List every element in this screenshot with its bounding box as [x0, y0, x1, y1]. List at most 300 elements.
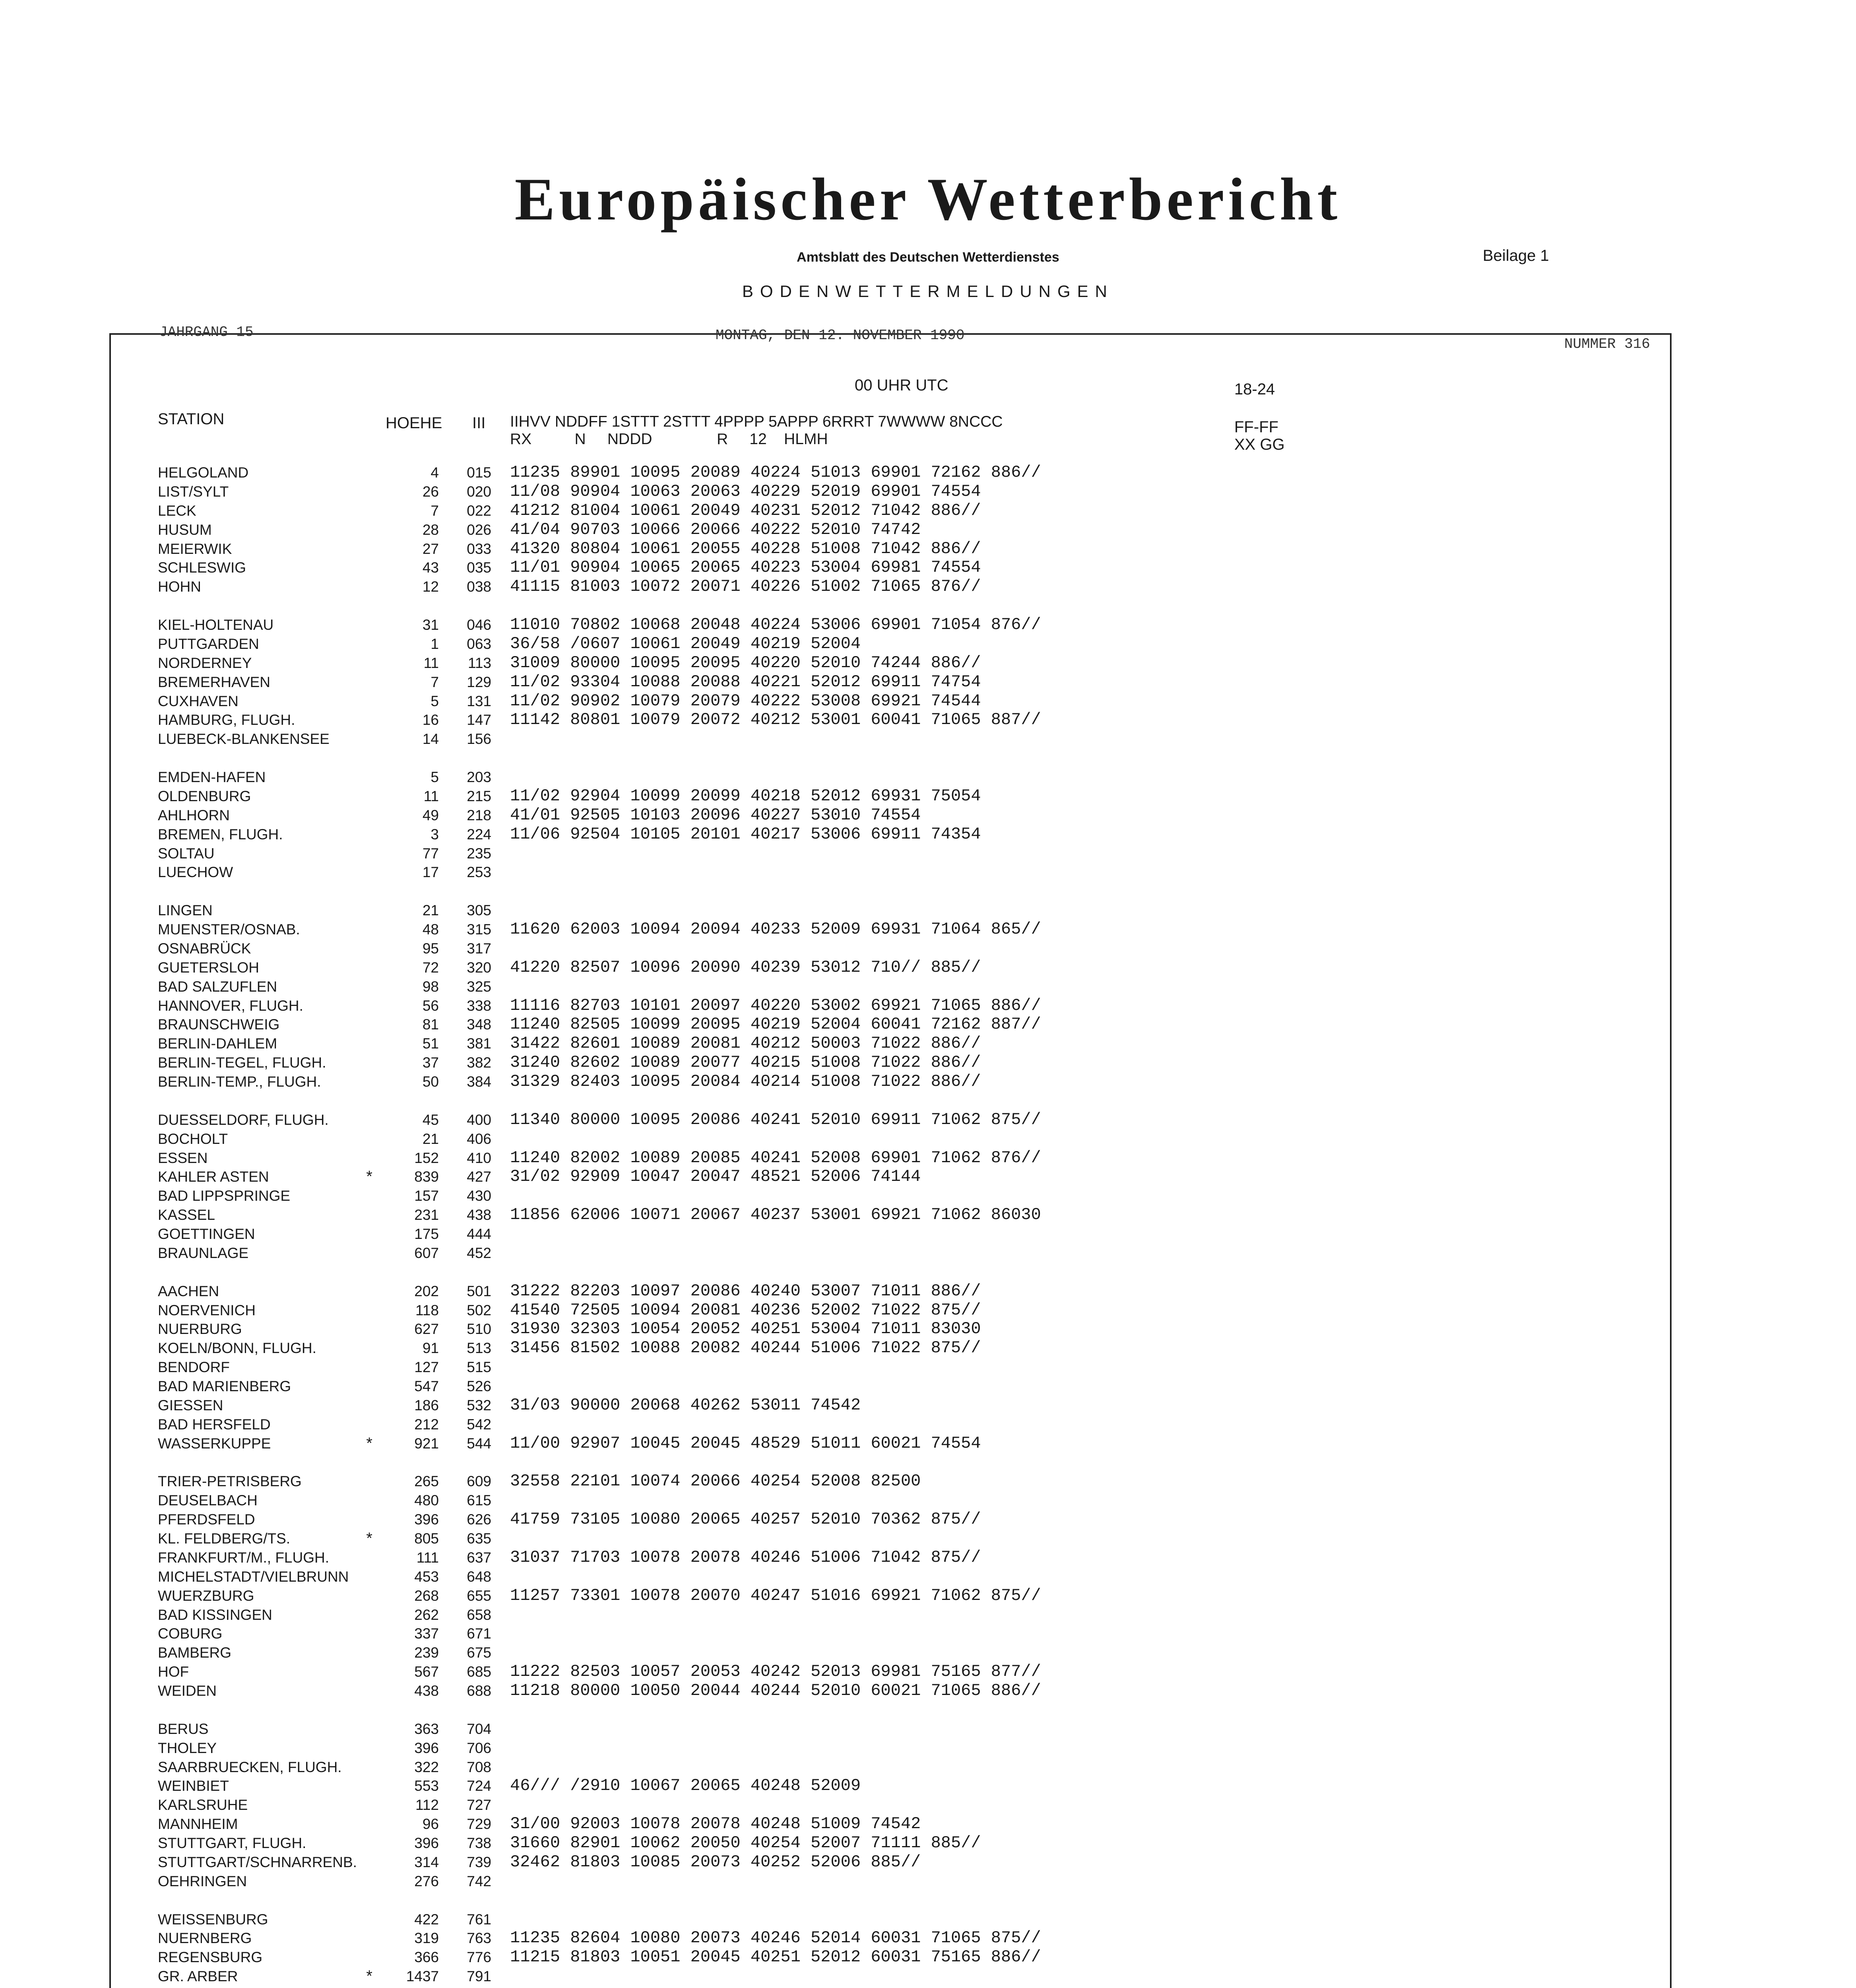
station-index: 532 [467, 1397, 491, 1413]
station-height: 21 [422, 902, 439, 919]
station-row [0, 958, 1856, 977]
station-index: 444 [467, 1226, 491, 1242]
group-spacer [0, 1091, 1856, 1110]
station-name: BENDORF [158, 1359, 230, 1376]
station-height: 627 [414, 1321, 439, 1338]
station-name: FRANKFURT/M., FLUGH. [158, 1549, 329, 1566]
station-name: KAHLER ASTEN [158, 1169, 269, 1185]
station-name: MANNHEIM [158, 1816, 238, 1833]
station-height: 17 [422, 864, 439, 881]
synop-groups: 31/02 92909 10047 20047 48521 52006 74144 [510, 1167, 921, 1186]
station-name: LECK [158, 502, 196, 519]
station-name: CUXHAVEN [158, 693, 239, 709]
station-height: 239 [414, 1644, 439, 1661]
station-index: 020 [467, 483, 491, 500]
station-row [0, 1110, 1856, 1130]
station-index: 776 [467, 1949, 491, 1966]
station-index: 131 [467, 693, 491, 709]
station-height: 805 [414, 1530, 439, 1547]
station-index: 235 [467, 845, 491, 862]
synop-groups: 41/01 92505 10103 20096 40227 53010 74554 [510, 805, 921, 825]
station-height: 396 [414, 1835, 439, 1851]
station-name: BAD MARIENBERG [158, 1378, 291, 1394]
station-row [0, 1776, 1856, 1796]
station-row [0, 1130, 1856, 1149]
station-row [0, 1967, 1856, 1986]
synop-groups: 36/58 /0607 10061 20049 40219 52004 [510, 634, 861, 653]
station-row [0, 1339, 1856, 1358]
group-spacer [0, 596, 1856, 615]
station-row [0, 1606, 1856, 1625]
synop-groups: 11/00 92907 10045 20045 48529 51011 60021 74554 [510, 1433, 981, 1453]
station-index: 400 [467, 1111, 491, 1128]
station-index: 738 [467, 1835, 491, 1851]
station-name: BREMEN, FLUGH. [158, 826, 283, 843]
station-index: 542 [467, 1416, 491, 1433]
station-row [0, 692, 1856, 711]
station-height: 127 [414, 1359, 439, 1376]
group-spacer [0, 1986, 1856, 1988]
station-name: ESSEN [158, 1149, 208, 1166]
station-index: 033 [467, 540, 491, 557]
synop-groups: 11/08 90904 10063 20063 40229 52019 69901 74554 [510, 481, 981, 501]
synop-groups: 11240 82002 10089 20085 40241 52008 69901 71062 876// [510, 1148, 1041, 1167]
station-height: 1437 [406, 1968, 439, 1985]
station-name: AHLHORN [158, 807, 230, 823]
station-index: 129 [467, 674, 491, 690]
synop-groups: 41540 72505 10094 20081 40236 52002 71022 875// [510, 1300, 981, 1320]
station-name: BAD HERSFELD [158, 1416, 271, 1433]
station-height: 607 [414, 1244, 439, 1261]
synop-groups: 41320 80804 10061 20055 40228 51008 71042 886// [510, 539, 981, 558]
station-index: 384 [467, 1074, 491, 1090]
station-height: 152 [414, 1149, 439, 1166]
station-name: BRAUNSCHWEIG [158, 1016, 280, 1033]
station-row [0, 1358, 1856, 1377]
station-row [0, 577, 1856, 596]
station-height: 175 [414, 1226, 439, 1242]
station-index: 348 [467, 1016, 491, 1033]
station-height: 16 [422, 712, 439, 728]
station-name: MICHELSTADT/VIELBRUNN [158, 1568, 349, 1585]
station-name: SCHLESWIG [158, 559, 246, 576]
station-name: BERUS [158, 1720, 209, 1737]
station-index: 761 [467, 1911, 491, 1928]
station-name: GR. ARBER [158, 1968, 238, 1985]
station-name: LUEBECK-BLANKENSEE [158, 731, 330, 747]
index-column-header: III [472, 414, 486, 432]
groups-header-line2: RX N NDDD R 12 HLMH [510, 431, 828, 448]
station-name: OEHRINGEN [158, 1873, 247, 1889]
synop-groups: 11/06 92504 10105 20101 40217 53006 69911 74354 [510, 824, 981, 844]
station-index: 147 [467, 712, 491, 728]
station-height: 95 [422, 940, 439, 957]
station-row [0, 1244, 1856, 1263]
station-index: 727 [467, 1797, 491, 1813]
station-name: STUTTGART/SCHNARRENB. [158, 1854, 357, 1870]
station-height: 396 [414, 1511, 439, 1528]
station-name: NORDERNEY [158, 654, 252, 671]
station-index: 156 [467, 731, 491, 747]
synop-groups: 11222 82503 10057 20053 40242 52013 69981 75165 877// [510, 1662, 1041, 1681]
station-row [0, 1681, 1856, 1701]
station-row [0, 1396, 1856, 1415]
station-index: 704 [467, 1720, 491, 1737]
station-height: 202 [414, 1283, 439, 1299]
station-index: 381 [467, 1035, 491, 1052]
mountain-station-mark: * [366, 1434, 372, 1452]
station-row [0, 1491, 1856, 1510]
synop-groups: 31930 32303 10054 20052 40251 53004 71011 83030 [510, 1319, 981, 1339]
station-height: 49 [422, 807, 439, 823]
station-column-header: STATION [158, 410, 225, 428]
station-height: 453 [414, 1568, 439, 1585]
station-row [0, 501, 1856, 520]
height-column-header: HOEHE [386, 414, 442, 432]
station-index: 635 [467, 1530, 491, 1547]
synop-groups: 41759 73105 10080 20065 40257 52010 70362 875// [510, 1510, 981, 1529]
synop-groups: 31009 80000 10095 20095 40220 52010 74244 886// [510, 653, 981, 672]
station-name: BRAUNLAGE [158, 1244, 249, 1261]
station-index: 382 [467, 1054, 491, 1071]
station-height: 7 [431, 502, 439, 519]
station-index: 655 [467, 1587, 491, 1604]
station-name: NOERVENICH [158, 1302, 256, 1318]
station-row [0, 1948, 1856, 1967]
station-row [0, 1472, 1856, 1491]
station-height: 276 [414, 1873, 439, 1889]
station-height: 111 [416, 1549, 439, 1566]
station-index: 063 [467, 635, 491, 652]
station-row [0, 1225, 1856, 1244]
mountain-station-mark: * [366, 1967, 372, 1985]
station-row [0, 1282, 1856, 1301]
station-name: HOHN [158, 579, 201, 595]
station-row [0, 1758, 1856, 1777]
station-index: 615 [467, 1492, 491, 1509]
station-name: SAARBRUECKEN, FLUGH. [158, 1759, 342, 1775]
station-name: BREMERHAVEN [158, 674, 271, 690]
station-name: WEINBIET [158, 1778, 229, 1794]
station-height: 81 [422, 1016, 439, 1033]
station-index: 320 [467, 959, 491, 976]
station-name: LIST/SYLT [158, 483, 229, 500]
station-height: 547 [414, 1378, 439, 1394]
station-index: 218 [467, 807, 491, 823]
station-name: KIEL-HOLTENAU [158, 617, 274, 633]
station-name: PFERDSFELD [158, 1511, 255, 1528]
station-name: BERLIN-DAHLEM [158, 1035, 277, 1052]
station-height: 11 [423, 654, 439, 671]
station-index: 526 [467, 1378, 491, 1394]
station-index: 253 [467, 864, 491, 881]
station-height: 921 [414, 1435, 439, 1452]
station-row [0, 520, 1856, 540]
station-index: 410 [467, 1149, 491, 1166]
station-index: 026 [467, 521, 491, 538]
station-name: LINGEN [158, 902, 213, 919]
station-height: 118 [415, 1302, 439, 1318]
station-row [0, 825, 1856, 844]
synop-groups: 31/00 92003 10078 20078 40248 51009 74542 [510, 1814, 921, 1834]
station-height: 51 [422, 1035, 439, 1052]
station-table [0, 463, 1856, 1988]
station-row [0, 654, 1856, 673]
synop-groups: 31/03 90000 20068 40262 53011 74542 [510, 1395, 861, 1415]
station-name: EMDEN-HAFEN [158, 769, 266, 785]
synop-groups: 11620 62003 10094 20094 40233 52009 69931 71064 865// [510, 920, 1041, 939]
station-row [0, 1720, 1856, 1739]
station-row [0, 977, 1856, 996]
station-index: 544 [467, 1435, 491, 1452]
station-index: 325 [467, 978, 491, 995]
station-index: 688 [467, 1683, 491, 1699]
station-index: 038 [467, 579, 491, 595]
station-height: 56 [422, 997, 439, 1014]
station-row [0, 1320, 1856, 1339]
station-height: 186 [414, 1397, 439, 1413]
synop-groups: 11240 82505 10099 20095 40219 52004 60041 72162 887// [510, 1015, 1041, 1034]
station-name: HANNOVER, FLUGH. [158, 997, 303, 1014]
station-height: 11 [423, 788, 439, 804]
station-height: 27 [422, 540, 439, 557]
station-name: PUTTGARDEN [158, 635, 259, 652]
station-row [0, 901, 1856, 920]
station-index: 452 [467, 1244, 491, 1261]
station-row [0, 1643, 1856, 1662]
station-height: 3 [431, 826, 439, 843]
group-spacer [0, 1263, 1856, 1282]
station-height: 12 [422, 579, 439, 595]
station-name: BAMBERG [158, 1644, 232, 1661]
extra-header-line2: XX GG [1234, 436, 1285, 453]
station-row [0, 1815, 1856, 1834]
station-height: 91 [422, 1340, 439, 1357]
station-row [0, 635, 1856, 654]
issue-date: MONTAG, DEN 12. NOVEMBER 1990 [716, 327, 965, 344]
station-height: 337 [414, 1625, 439, 1642]
station-height: 212 [414, 1416, 439, 1433]
station-row [0, 558, 1856, 577]
station-height: 567 [414, 1664, 439, 1680]
station-index: 626 [467, 1511, 491, 1528]
station-height: 26 [422, 483, 439, 500]
station-row [0, 1186, 1856, 1206]
extra-time-header: 18-24 [1234, 381, 1275, 398]
synop-groups: 31240 82602 10089 20077 40215 51008 71022 886// [510, 1053, 981, 1072]
station-row [0, 1301, 1856, 1320]
station-name: BERLIN-TEGEL, FLUGH. [158, 1054, 326, 1071]
station-index: 035 [467, 559, 491, 576]
station-index: 305 [467, 902, 491, 919]
station-row [0, 1206, 1856, 1225]
station-height: 265 [414, 1473, 439, 1490]
extra-header-line1: FF-FF [1234, 418, 1279, 436]
synop-groups: 11/02 92904 10099 20099 40218 52012 69931 75054 [510, 786, 981, 806]
synop-groups: 11340 80000 10095 20086 40241 52010 69911 71062 875// [510, 1110, 1041, 1129]
station-index: 671 [467, 1625, 491, 1642]
group-spacer [0, 1453, 1856, 1472]
station-height: 43 [422, 559, 439, 576]
station-row [0, 787, 1856, 806]
station-index: 637 [467, 1549, 491, 1566]
station-name: KASSEL [158, 1207, 215, 1223]
station-height: 48 [422, 921, 439, 938]
station-height: 37 [422, 1054, 439, 1071]
station-height: 422 [414, 1911, 439, 1928]
station-index: 739 [467, 1854, 491, 1870]
station-name: SOLTAU [158, 845, 215, 862]
station-row [0, 844, 1856, 863]
station-index: 427 [467, 1169, 491, 1185]
station-name: WUERZBURG [158, 1587, 254, 1604]
station-height: 45 [422, 1111, 439, 1128]
station-height: 112 [415, 1797, 439, 1813]
station-index: 438 [467, 1207, 491, 1223]
station-row [0, 1586, 1856, 1606]
station-height: 396 [414, 1740, 439, 1756]
station-name: KARLSRUHE [158, 1797, 248, 1813]
station-name: NUERBURG [158, 1321, 242, 1338]
synop-groups: 11856 62006 10071 20067 40237 53001 69921 71062 86030 [510, 1205, 1041, 1225]
station-index: 113 [468, 654, 491, 671]
synop-groups: 11215 81803 10051 20045 40251 52012 60031 75165 886// [510, 1947, 1041, 1967]
station-index: 648 [467, 1568, 491, 1585]
group-spacer [0, 882, 1856, 901]
station-index: 015 [467, 464, 491, 481]
station-index: 513 [467, 1340, 491, 1357]
supplement-label: Beilage 1 [1483, 247, 1549, 264]
station-name: BAD SALZUFLEN [158, 978, 277, 995]
station-row [0, 673, 1856, 692]
station-height: 319 [414, 1930, 439, 1947]
station-index: 515 [467, 1359, 491, 1376]
synop-groups: 11010 70802 10068 20048 40224 53006 69901 71054 876// [510, 615, 1041, 634]
mountain-station-mark: * [366, 1530, 372, 1547]
station-height: 96 [422, 1816, 439, 1833]
station-row [0, 615, 1856, 635]
station-name: HUSUM [158, 521, 212, 538]
synop-groups: 11/01 90904 10065 20065 40223 53004 69981 74554 [510, 558, 981, 577]
station-name: KOELN/BONN, FLUGH. [158, 1340, 316, 1357]
station-index: 724 [467, 1778, 491, 1794]
station-height: 839 [414, 1169, 439, 1185]
synop-groups: 11218 80000 10050 20044 40244 52010 60021 71065 886// [510, 1681, 1041, 1700]
station-index: 685 [467, 1664, 491, 1680]
station-row [0, 1624, 1856, 1643]
station-height: 314 [414, 1854, 439, 1870]
station-index: 022 [467, 502, 491, 519]
station-row [0, 1510, 1856, 1529]
station-row [0, 863, 1856, 882]
synop-groups: 11257 73301 10078 20070 40247 51016 69921 71062 875// [510, 1586, 1041, 1605]
station-name: MEIERWIK [158, 540, 232, 557]
station-height: 157 [414, 1188, 439, 1204]
station-row [0, 1853, 1856, 1872]
station-name: GOETTINGEN [158, 1226, 255, 1242]
report-subtitle: Amtsblatt des Deutschen Wetterdienstes [797, 250, 1059, 265]
synop-groups: 31660 82901 10062 20050 40254 52007 71111 885// [510, 1833, 981, 1852]
station-index: 315 [467, 921, 491, 938]
station-name: THOLEY [158, 1740, 217, 1756]
station-name: WASSERKUPPE [158, 1435, 271, 1452]
station-row [0, 1834, 1856, 1853]
station-index: 510 [467, 1321, 491, 1338]
synop-groups: 31222 82203 10097 20086 40240 53007 71011 886// [510, 1281, 981, 1301]
station-name: NUERNBERG [158, 1930, 252, 1947]
station-row [0, 806, 1856, 825]
volume-label: JAHRGANG 15 [159, 324, 254, 340]
station-index: 224 [467, 826, 491, 843]
station-height: 553 [414, 1778, 439, 1794]
station-height: 98 [422, 978, 439, 995]
station-index: 791 [467, 1968, 491, 1985]
station-name: BOCHOLT [158, 1130, 228, 1147]
group-spacer [0, 749, 1856, 768]
station-height: 438 [414, 1683, 439, 1699]
station-height: 5 [431, 769, 439, 785]
station-name: HOF [158, 1664, 189, 1680]
synop-groups: 11/02 90902 10079 20079 40222 53008 69921 74544 [510, 691, 981, 711]
synop-groups: 46/// /2910 10067 20065 40248 52009 [510, 1776, 861, 1796]
issue-number: NUMMER 316 [1564, 336, 1650, 352]
station-index: 338 [467, 997, 491, 1014]
station-row [0, 1910, 1856, 1929]
station-index: 501 [467, 1283, 491, 1299]
station-row [0, 1529, 1856, 1548]
station-name: DUESSELDORF, FLUGH. [158, 1111, 329, 1128]
synop-groups: 11235 82604 10080 20073 40246 52014 60031 71065 875// [510, 1928, 1041, 1948]
synop-groups: 41115 81003 10072 20071 40226 51002 71065 876// [510, 577, 981, 596]
station-index: 430 [467, 1188, 491, 1204]
station-name: STUTTGART, FLUGH. [158, 1835, 306, 1851]
station-row [0, 1149, 1856, 1168]
station-name: OLDENBURG [158, 788, 251, 804]
station-name: LUECHOW [158, 864, 233, 881]
station-name: GUETERSLOH [158, 959, 259, 976]
station-name: TRIER-PETRISBERG [158, 1473, 302, 1490]
station-index: 317 [467, 940, 491, 957]
station-row [0, 920, 1856, 939]
station-index: 742 [467, 1873, 491, 1889]
group-spacer [0, 1701, 1856, 1720]
station-height: 366 [414, 1949, 439, 1966]
station-row [0, 540, 1856, 559]
station-index: 203 [467, 769, 491, 785]
synop-groups: 11/02 93304 10088 20088 40221 52012 69911 74754 [510, 672, 981, 691]
synop-groups: 41212 81004 10061 20049 40231 52012 71042 886// [510, 501, 981, 520]
station-index: 609 [467, 1473, 491, 1490]
station-height: 231 [414, 1207, 439, 1223]
station-height: 28 [422, 521, 439, 538]
synop-groups: 11142 80801 10079 20072 40212 53001 60041 71065 887// [510, 710, 1041, 730]
station-height: 4 [431, 464, 439, 481]
station-name: AACHEN [158, 1283, 219, 1299]
station-row [0, 1548, 1856, 1567]
station-height: 268 [414, 1587, 439, 1604]
synop-groups: 11235 89901 10095 20089 40224 51013 69901 72162 886// [510, 463, 1041, 482]
station-row [0, 1015, 1856, 1034]
synop-groups: 32558 22101 10074 20066 40254 52008 82500 [510, 1472, 921, 1491]
station-index: 675 [467, 1644, 491, 1661]
station-height: 262 [414, 1606, 439, 1623]
station-name: BERLIN-TEMP., FLUGH. [158, 1074, 321, 1090]
station-row [0, 939, 1856, 958]
station-row [0, 1739, 1856, 1758]
station-name: HAMBURG, FLUGH. [158, 712, 295, 728]
station-name: DEUSELBACH [158, 1492, 258, 1509]
station-index: 708 [467, 1759, 491, 1775]
